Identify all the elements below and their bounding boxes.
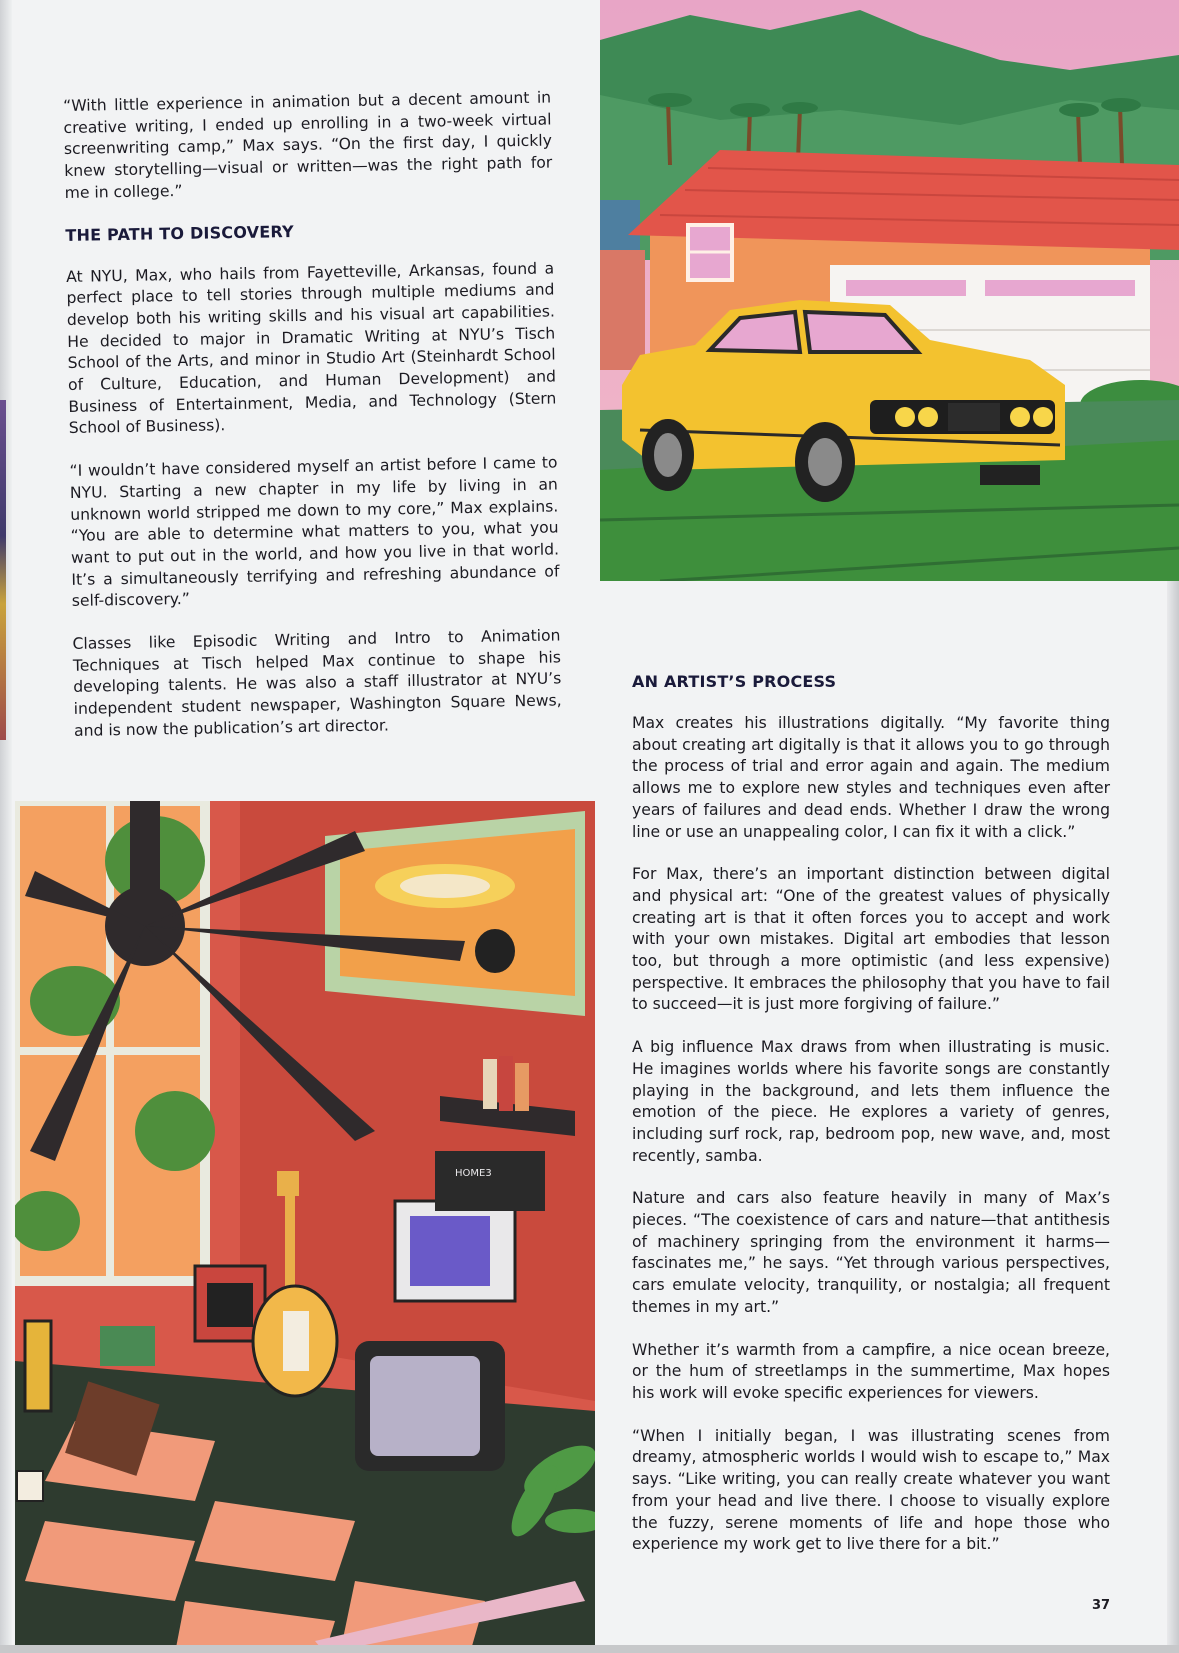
page-number: 37: [1092, 1598, 1111, 1613]
spine-edge-strip: [0, 400, 6, 740]
process-paragraph-5: Whether it’s warmth from a campfire, a nice ocean breeze, or the hum of streetlamps in the summertime, Max hopes his work will evoke specific experiences for viewers.: [632, 1340, 1110, 1402]
process-paragraph-2: For Max, there’s an important distinction between digital and physical art: “One of the greatest values of physically creating art is that it often forces you to accept and work with your own mistakes. Digital art embodies that lesson too, but through a more optimistic (and less expensive) perspective. It embraces the philosophy that you have to fail to succeed—it is just more forgiving of failure.”: [632, 865, 1110, 1014]
left-text-column: [63, 87, 563, 763]
process-paragraph-3: A big influence Max draws from when illustrating is music. He imagines worlds where his favorite songs are constantly playing in the background, and lets them influence the emotion of the piece. He explores a variety of genres, including surf rock, rap, bedroom pop, new wave, and, most recently, samba.: [632, 1038, 1110, 1165]
page-bottom-edge: [0, 1645, 1179, 1653]
car-illustration: [600, 0, 1179, 581]
page-spine: [0, 0, 12, 1653]
tv-label: HOME3: [455, 1168, 492, 1179]
section-heading-artists-process: AN ARTIST’S PROCESS: [632, 672, 837, 691]
process-paragraph-1: Max creates his illustrations digitally. “My favorite thing about creating art digitally is that it allows you to go through the process of trial and error again and again. The medium allows me to explore new styles and techniques even after years of failures and dead ends. Whether I draw the wrong line or use an unappealing color, I can fix it with a click.”: [632, 714, 1110, 841]
process-paragraph-6: “When I initially began, I was illustrating scenes from dreamy, atmospheric worlds I would wish to escape to,” Max says. “Like writing, you can really create whatever you want from your head and live there. I choose to visually explore the fuzzy, serene moments of life and hope those who experience my work get to live there for a bit.”: [632, 1426, 1110, 1554]
discovery-paragraph-1: At NYU, Max, who hails from Fayetteville, Arkansas, found a perfect place to tell stories through multiple mediums and develop both his writing skills and his visual art capabilities. He decided to major in Dramatic Writing at NYU’s Tisch School of the Arts, and minor in Studio Art (Steinhardt School of Culture, Education, and Human Development) and Business of Entertainment, Media, and Technology (Stern School of Business).: [65, 258, 557, 438]
section-heading-path-to-discovery: THE PATH TO DISCOVERY: [65, 221, 294, 245]
intro-paragraph: “With little experience in animation but a decent amount in creative writing, I ended up enrolling in a two-week virtual screenwriting camp,” Max says. “On the first day, I quickly knew storytelling—visual or written—was the right path for me in college.”: [63, 88, 553, 202]
discovery-paragraph-3: Classes like Episodic Writing and Intro to Animation Techniques at Tisch helped Max continue to shape his developing talents. He was also a staff illustrator at NYU’s independent student newspaper, Washington Square News, and is now the publication’s art director.: [72, 626, 562, 740]
right-text-column: [632, 672, 1110, 1577]
bedroom-illustration: [15, 801, 595, 1653]
discovery-paragraph-2: “I wouldn’t have considered myself an artist before I came to NYU. Starting a new chapter in my life by living in an unknown world stripped me down to my core,” Max explains. “You are able to determine what matters to you, what you want to put out in the world, and how you live in that world. It’s a simultaneously terrifying and refreshing abundance of self-discovery.”: [69, 453, 560, 611]
process-paragraph-4: Nature and cars also feature heavily in many of Max’s pieces. “The coexistence of cars and nature—that antithesis of machinery springing from the environment it harms—fascinates me,” he says. “Yet through various perspectives, cars emulate velocity, tranquility, or nostalgia; all frequent themes in my art.”: [632, 1189, 1110, 1316]
